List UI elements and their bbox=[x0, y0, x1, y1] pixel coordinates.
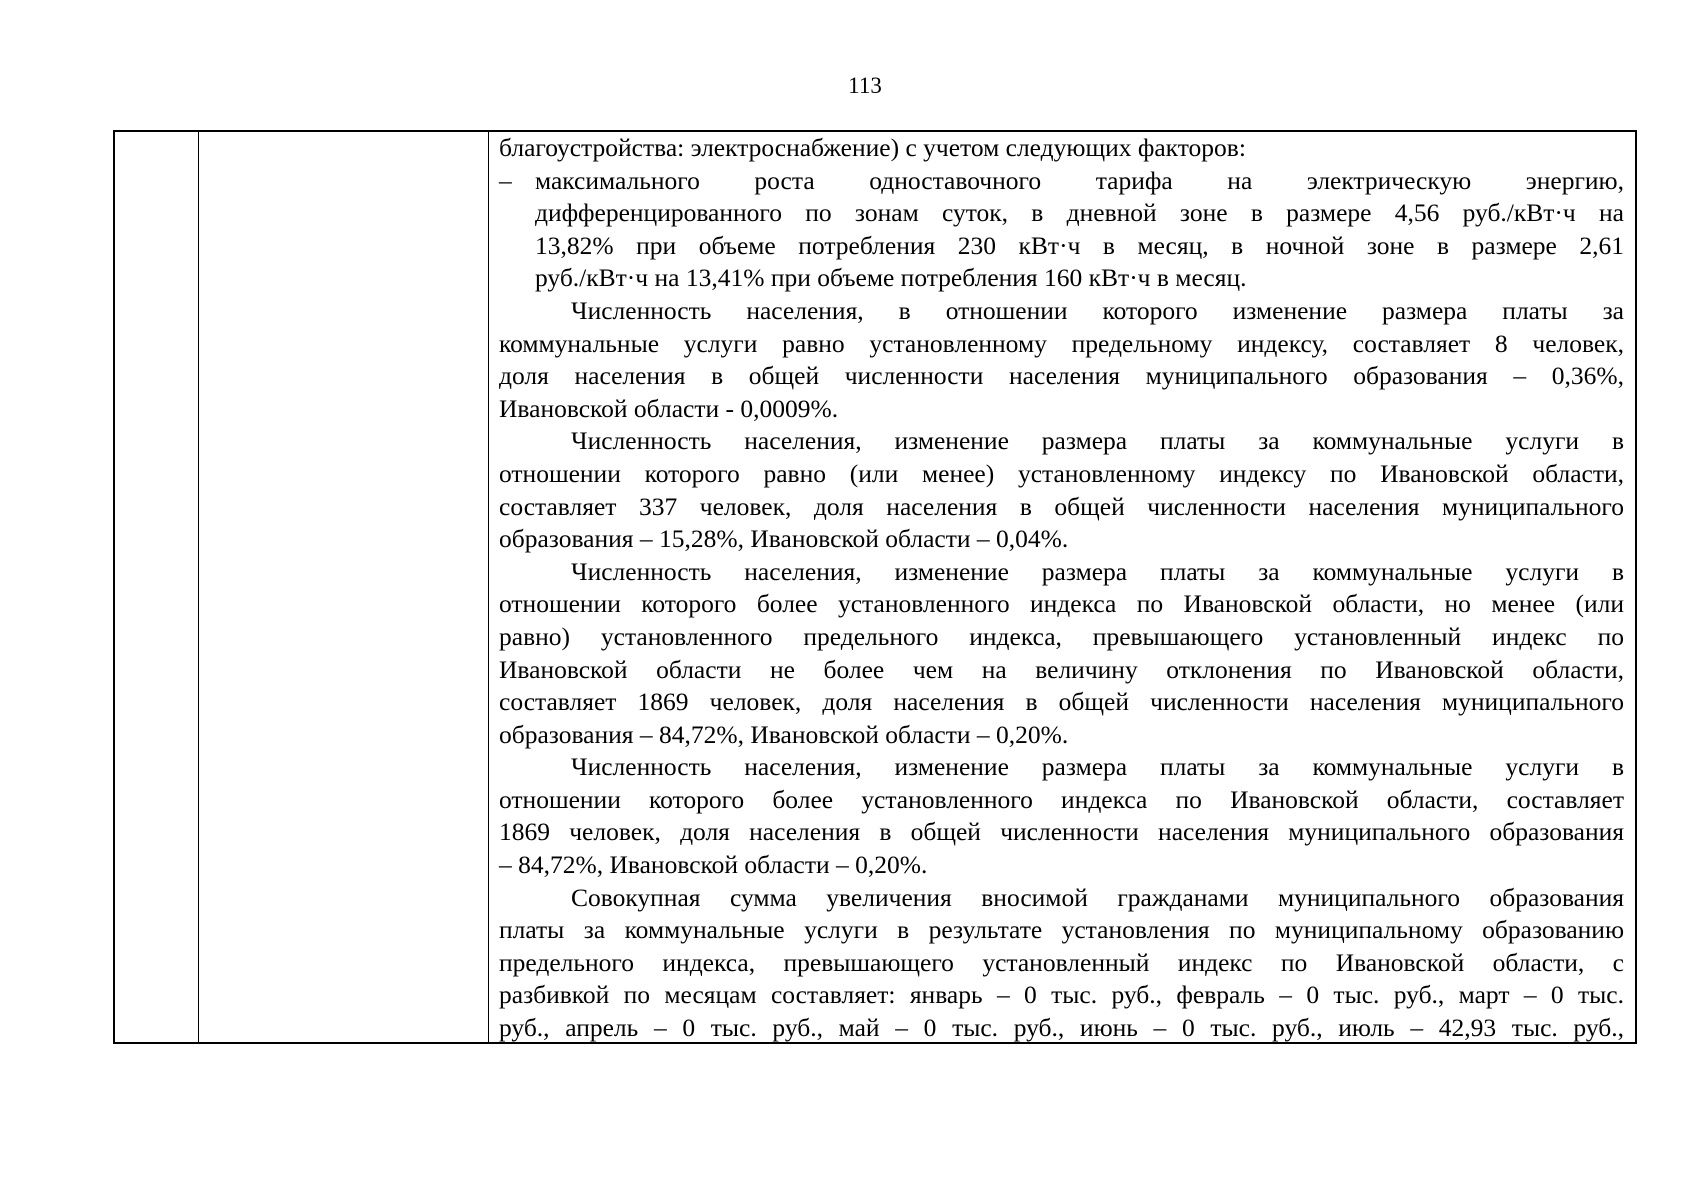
paragraph-line: Численность населения, изменение размера платы за коммунальные услуги в bbox=[571, 752, 1624, 782]
paragraph-line: разбивкой по месяцам составляет: январь – 0 тыс. руб., февраль – 0 тыс. руб., март – 0 тыс. bbox=[499, 980, 1624, 1010]
paragraph-line: отношении которого более установленного индекса по Ивановской области, составляет bbox=[499, 784, 1624, 814]
paragraph bbox=[499, 425, 1624, 555]
paragraph bbox=[499, 882, 1624, 1042]
table-column-description bbox=[489, 132, 1635, 1042]
paragraph-line: 1869 человек, доля населения в общей численности населения муниципального образования bbox=[499, 817, 1624, 847]
paragraph-line: отношении которого более установленного индекса по Ивановской области, но менее (или bbox=[499, 589, 1624, 619]
paragraph-line: Численность населения, изменение размера платы за коммунальные услуги в bbox=[571, 556, 1624, 586]
paragraph-line: составляет 337 человек, доля населения в общей численности населения муниципального bbox=[499, 491, 1624, 521]
page-number: 113 bbox=[848, 73, 882, 98]
table-column-name bbox=[199, 132, 489, 1042]
paragraph-line: Ивановской области не более чем на величину отклонения по Ивановской области, bbox=[499, 654, 1624, 684]
paragraph-line: составляет 1869 человек, доля населения в общей численности населения муниципального bbox=[499, 687, 1624, 717]
paragraph-line: равно) установленного предельного индекса, превышающего установленный индекс по bbox=[499, 621, 1624, 651]
paragraph-line: руб., апрель – 0 тыс. руб., май – 0 тыс. руб., июнь – 0 тыс. руб., июль – 42,93 тыс. руб., bbox=[499, 1013, 1624, 1042]
paragraph-line: коммунальные услуги равно установленному предельному индексу, составляет 8 человек, bbox=[499, 328, 1624, 358]
bullet-line: 13,82% при объеме потребления 230 кВт·ч в месяц, в ночной зоне в размере 2,61 bbox=[535, 230, 1624, 260]
document-table bbox=[113, 130, 1637, 1044]
paragraph-line: Ивановской области - 0,0009%. bbox=[499, 393, 839, 423]
bullet-line: руб./кВт·ч на 13,41% при объеме потребления 160 кВт·ч в месяц. bbox=[535, 263, 1247, 293]
paragraph-line: Численность населения, изменение размера платы за коммунальные услуги в bbox=[571, 426, 1624, 456]
paragraph-line: платы за коммунальные услуги в результате установления по муниципальному образованию bbox=[499, 915, 1624, 945]
paragraph-line: Численность населения, в отношении которого изменение размера платы за bbox=[571, 295, 1624, 325]
paragraph bbox=[499, 556, 1624, 752]
paragraph-line: доля населения в общей численности населения муниципального образования – 0,36%, bbox=[499, 361, 1624, 391]
paragraph-line: – 84,72%, Ивановской области – 0,20%. bbox=[499, 850, 928, 880]
table-column-number bbox=[115, 132, 199, 1042]
intro-line: благоустройства: электроснабжение) с учетом следующих факторов: bbox=[499, 133, 1246, 162]
paragraph-line: отношении которого равно (или менее) установленному индексу по Ивановской области, bbox=[499, 458, 1624, 488]
paragraph-line: предельного индекса, превышающего установленный индекс по Ивановской области, с bbox=[499, 947, 1624, 977]
bullet-item bbox=[499, 165, 1624, 295]
paragraph-line: образования – 84,72%, Ивановской области – 0,20%. bbox=[499, 719, 1069, 749]
paragraph-line: Совокупная сумма увеличения вносимой гражданами муниципального образования bbox=[571, 882, 1624, 912]
paragraph bbox=[499, 295, 1624, 425]
bullet-line: дифференцированного по зонам суток, в дневной зоне в размере 4,56 руб./кВт·ч на bbox=[535, 198, 1624, 228]
bullet-line: максимального роста одноставочного тарифа на электрическую энергию, bbox=[535, 165, 1624, 195]
bullet-dash: – bbox=[499, 165, 512, 195]
paragraph-line: образования – 15,28%, Ивановской области – 0,04%. bbox=[499, 524, 1069, 554]
paragraph bbox=[499, 751, 1624, 881]
